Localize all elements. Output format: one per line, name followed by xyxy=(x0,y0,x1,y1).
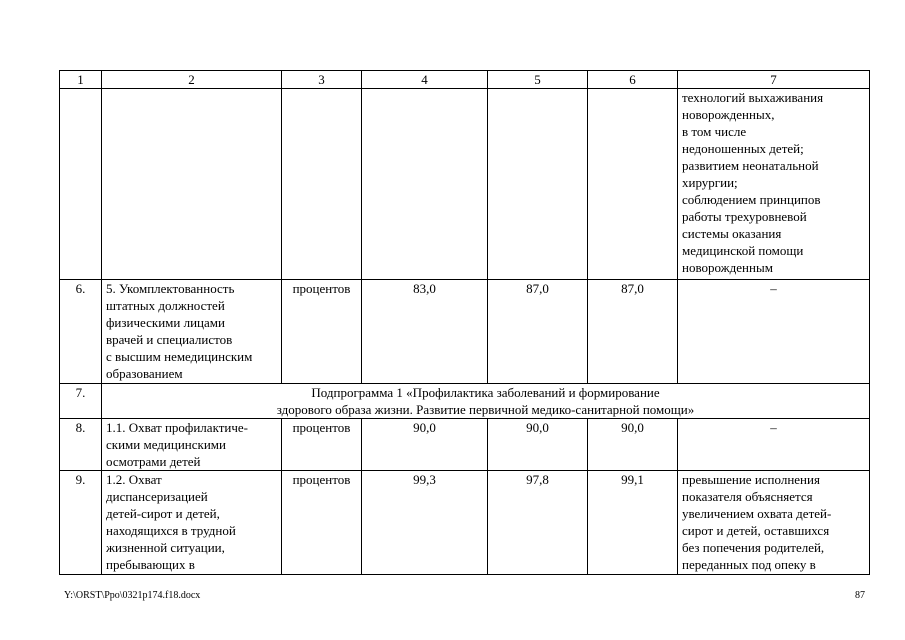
table-row-9 xyxy=(60,471,870,575)
note-line: хирургии; xyxy=(682,175,738,190)
row-6-note: – xyxy=(678,280,870,384)
indicators-table xyxy=(59,70,870,575)
subprogram-heading xyxy=(102,384,870,419)
table-row-8 xyxy=(60,419,870,471)
row-9-unit: процентов xyxy=(282,471,362,575)
row-6-value-2: 87,0 xyxy=(488,280,588,384)
name-line: скими медицинскими xyxy=(106,437,226,452)
row-cont-value-3-cell xyxy=(588,89,678,280)
name-line: 1.2. Охват xyxy=(106,472,162,487)
row-8-value-1: 90,0 xyxy=(362,419,488,471)
row-cont-value-2-cell xyxy=(488,89,588,280)
row-8-num: 8. xyxy=(60,419,102,471)
footer-file-path: Y:\ORST\Ppo\0321p174.f18.docx xyxy=(64,590,201,601)
header-col-1: 1 xyxy=(60,71,102,89)
heading-line: Подпрограмма 1 «Профилактика заболеваний и формирование xyxy=(311,385,660,400)
header-col-3: 3 xyxy=(282,71,362,89)
table-row-6 xyxy=(60,280,870,384)
table-header-row xyxy=(60,71,870,89)
row-8-unit: процентов xyxy=(282,419,362,471)
note-line: медицинской помощи xyxy=(682,243,804,258)
row-6-unit: процентов xyxy=(282,280,362,384)
row-9-value-2: 97,8 xyxy=(488,471,588,575)
row-9-note xyxy=(678,471,870,575)
name-line: физическими лицами xyxy=(106,315,225,330)
row-cont-unit-cell xyxy=(282,89,362,280)
name-line: детей-сирот и детей, xyxy=(106,506,220,521)
name-line: осмотрами детей xyxy=(106,454,201,469)
row-cont-name-cell xyxy=(102,89,282,280)
header-col-5: 5 xyxy=(488,71,588,89)
note-line: без попечения родителей, xyxy=(682,540,825,555)
name-line: с высшим немедицинским xyxy=(106,349,253,364)
row-7-num: 7. xyxy=(60,384,102,419)
header-col-4: 4 xyxy=(362,71,488,89)
row-cont-num-cell xyxy=(60,89,102,280)
row-8-name xyxy=(102,419,282,471)
note-line: превышение исполнения xyxy=(682,472,820,487)
note-line: недоношенных детей; xyxy=(682,141,804,156)
row-cont-value-1-cell xyxy=(362,89,488,280)
name-line: образованием xyxy=(106,366,183,381)
row-9-value-3: 99,1 xyxy=(588,471,678,575)
row-6-name xyxy=(102,280,282,384)
note-line: технологий выхаживания xyxy=(682,90,824,105)
header-col-6: 6 xyxy=(588,71,678,89)
heading-line: здорового образа жизни. Развитие первичной медико-санитарной помощи» xyxy=(276,402,695,417)
note-line: новорожденных, xyxy=(682,107,775,122)
name-line: врачей и специалистов xyxy=(106,332,233,347)
note-line: показателя объясняется xyxy=(682,489,813,504)
table-row-7 xyxy=(60,384,870,419)
note-line: развитием неонатальной xyxy=(682,158,819,173)
name-line: диспансеризацией xyxy=(106,489,208,504)
row-8-note: – xyxy=(678,419,870,471)
note-line: увеличением охвата детей- xyxy=(682,506,832,521)
row-9-value-1: 99,3 xyxy=(362,471,488,575)
name-line: 5. Укомплектованность xyxy=(106,281,235,296)
table-row-continuation xyxy=(60,89,870,280)
header-col-7: 7 xyxy=(678,71,870,89)
header-col-2: 2 xyxy=(102,71,282,89)
note-line: работы трехуровневой xyxy=(682,209,807,224)
row-cont-note-cell xyxy=(678,89,870,280)
name-line: жизненной ситуации, xyxy=(106,540,225,555)
name-line: штатных должностей xyxy=(106,298,225,313)
note-line: новорожденным xyxy=(682,260,773,275)
note-line: в том числе xyxy=(682,124,747,139)
footer-page-number: 87 xyxy=(855,590,865,601)
row-8-value-3: 90,0 xyxy=(588,419,678,471)
name-line: находящихся в трудной xyxy=(106,523,236,538)
row-6-num: 6. xyxy=(60,280,102,384)
name-line: пребывающих в xyxy=(106,557,195,572)
row-9-name xyxy=(102,471,282,575)
row-6-value-1: 83,0 xyxy=(362,280,488,384)
note-line: переданных под опеку в xyxy=(682,557,816,572)
note-line: соблюдением принципов xyxy=(682,192,821,207)
row-9-num: 9. xyxy=(60,471,102,575)
name-line: 1.1. Охват профилактиче- xyxy=(106,420,248,435)
row-8-value-2: 90,0 xyxy=(488,419,588,471)
note-line: системы оказания xyxy=(682,226,782,241)
note-line: сирот и детей, оставшихся xyxy=(682,523,830,538)
row-6-value-3: 87,0 xyxy=(588,280,678,384)
